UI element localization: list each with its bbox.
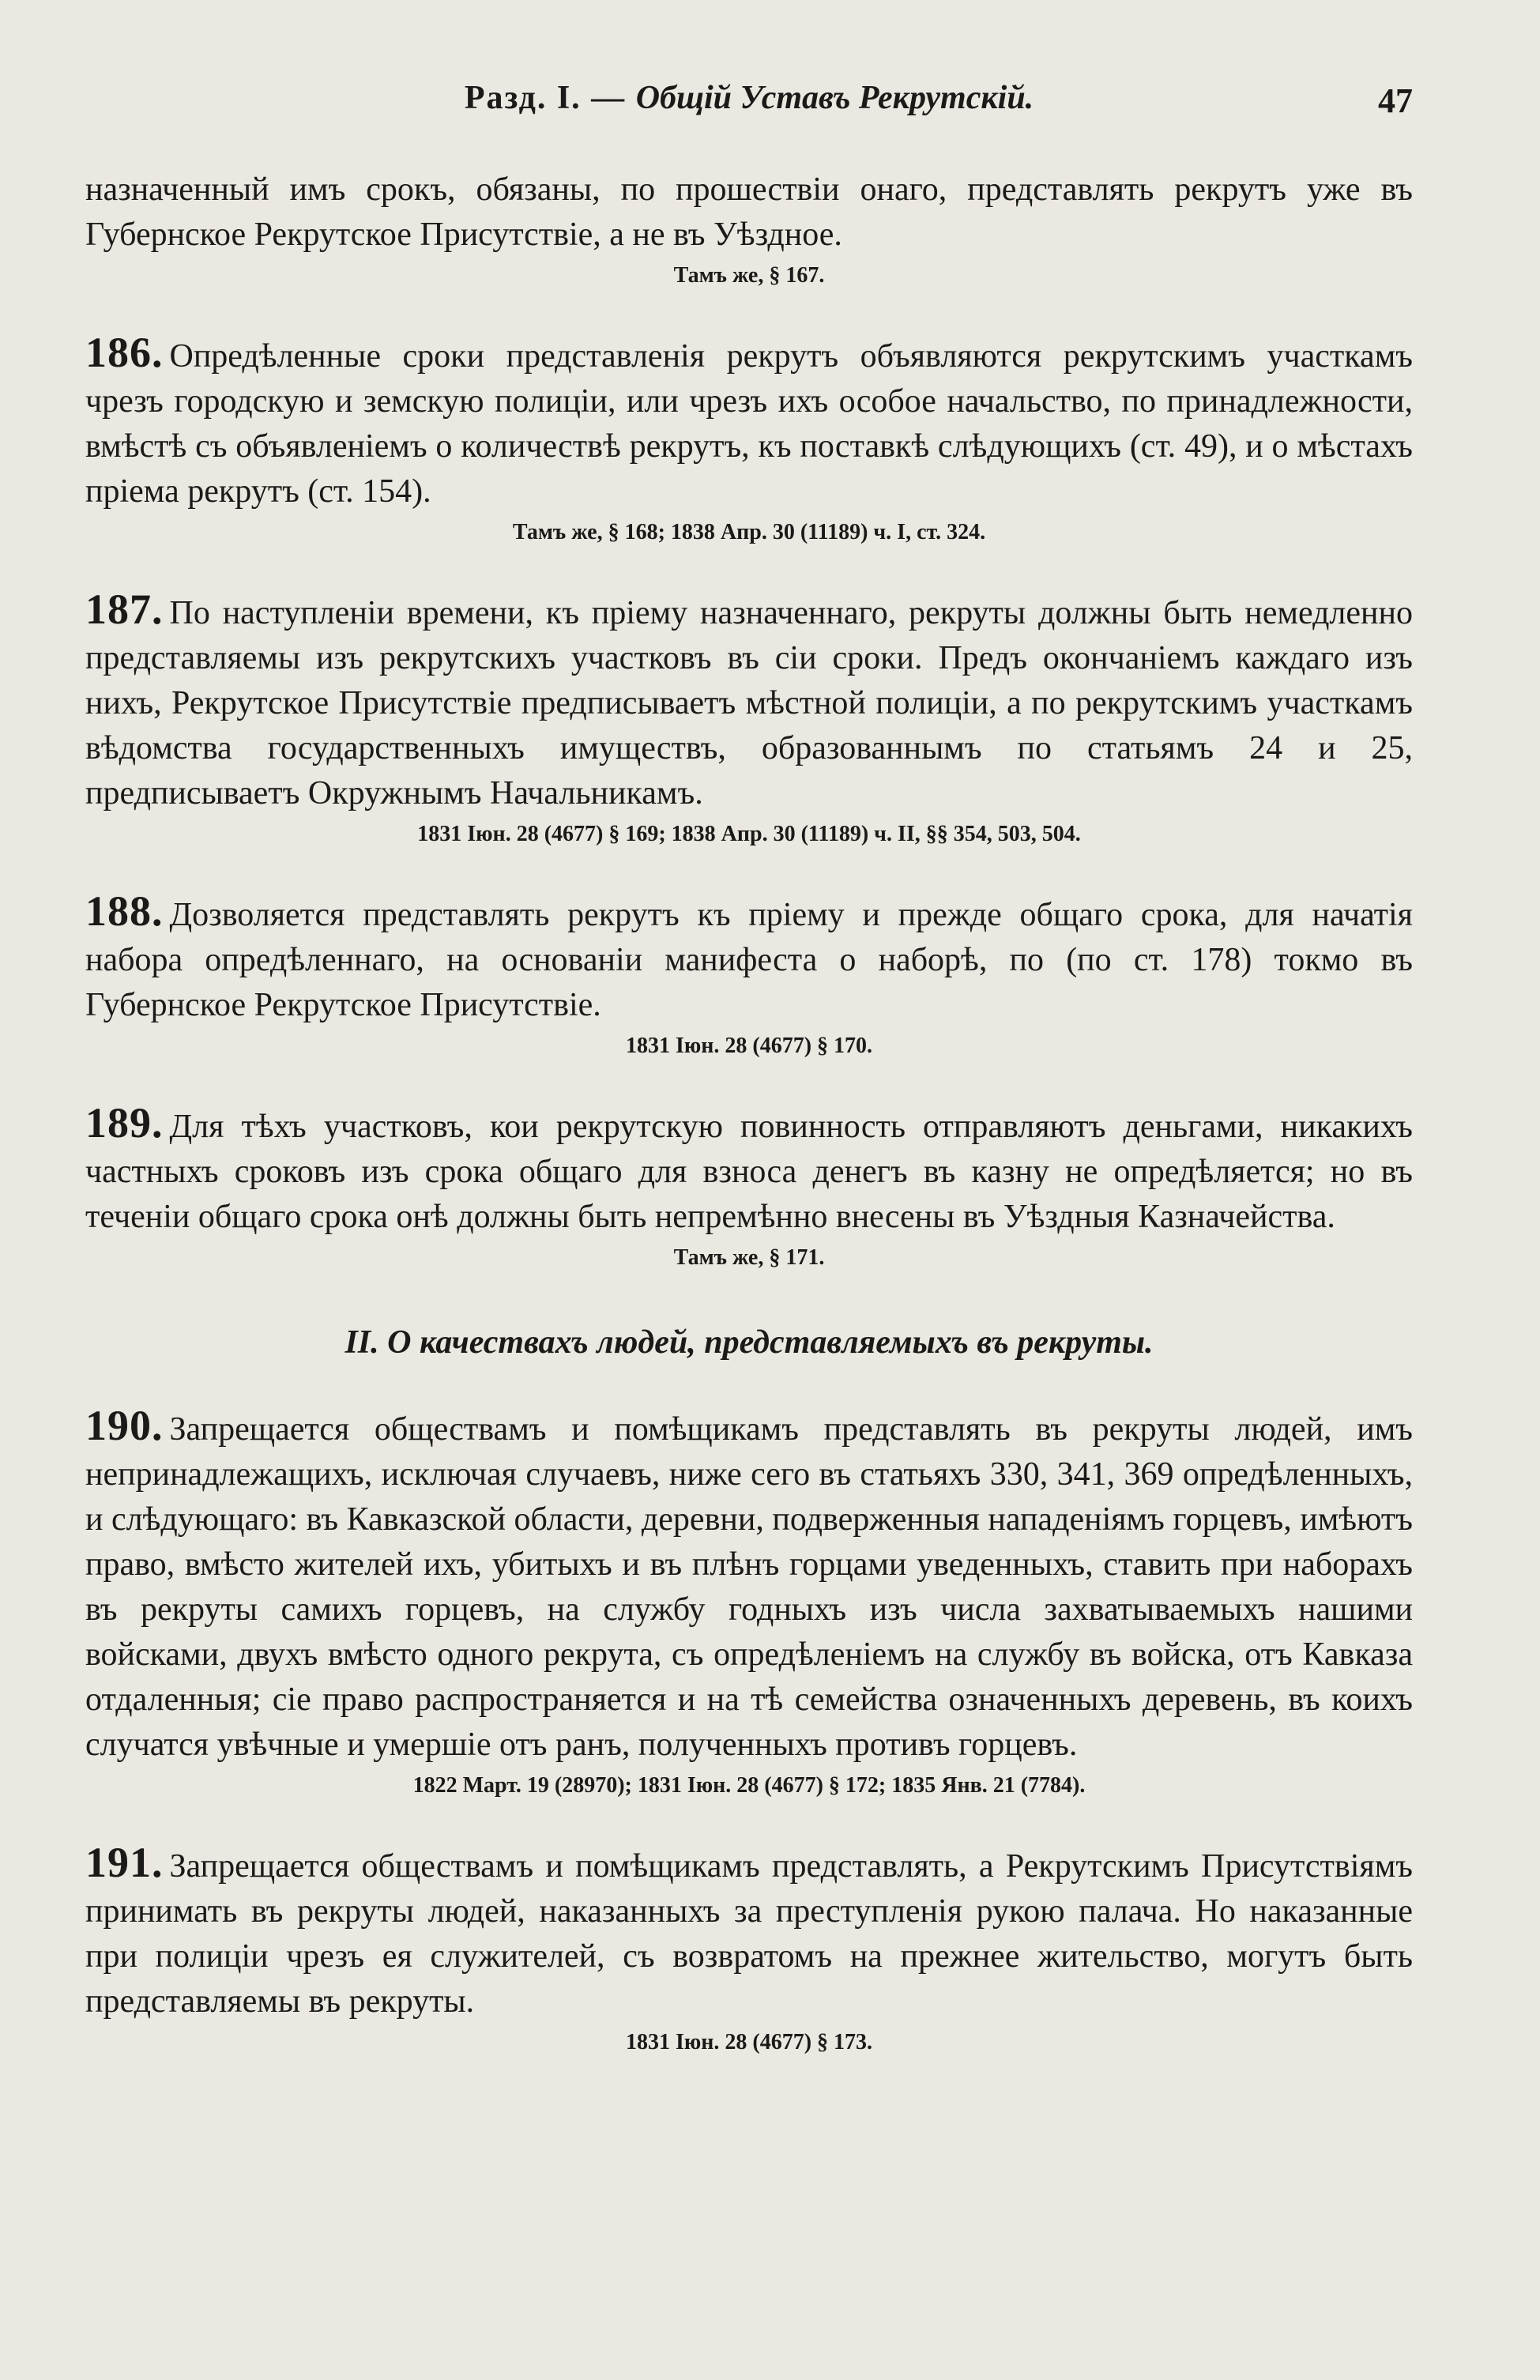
article-text: Дозволяется представлять рекрутъ къ пріему и прежде общаго срока, для начатія набора опредѣленнаго, на основаніи манифеста о наборѣ, по (по ст. 178) токмо въ Губернское Рекрутское Присутствіе.: [85, 897, 1413, 1023]
page-body: [85, 168, 1413, 2059]
section-heading: II. О качествахъ людей, представляемыхъ въ рекруты.: [345, 1324, 1154, 1361]
article-source: 1831 Іюн. 28 (4677) § 169; 1838 Апр. 30 (11189) ч. II, §§ 354, 503, 504.: [417, 822, 1081, 846]
article-text: Запрещается обществамъ и помѣщикамъ представлять, а Рекрутскимъ Присутствіямъ принимать въ рекруты людей, наказанныхъ за преступленія рукою палача. Но наказанные при полиціи чрезъ ея служителей, съ возвратомъ на прежнее жительство, могутъ быть представляемы въ рекруты.: [85, 1848, 1413, 2020]
article-190: [85, 1403, 1413, 1802]
article-189: [85, 1101, 1413, 1275]
article-186: [85, 330, 1413, 549]
article-number: 186.: [85, 329, 164, 376]
article-number: 189.: [85, 1099, 164, 1147]
article-188: [85, 889, 1413, 1063]
page-number: 47: [1378, 81, 1413, 120]
article-source: Тамъ же, § 171.: [673, 1245, 825, 1270]
article-text: Опредѣленные сроки представленія рекрутъ объявляются рекрутскимъ участкамъ чрезъ городскую и земскую полиціи, или чрезъ ихъ особое начальство, по принадлежности, вмѣстѣ съ объявленіемъ о количествѣ рекрутъ, къ поставкѣ слѣдующихъ (ст. 49), и о мѣстахъ пріема рекрутъ (ст. 154).: [85, 338, 1413, 510]
continued-article: [85, 168, 1413, 292]
article-text: По наступленіи времени, къ пріему назначеннаго, рекруты должны быть немедленно представляемы изъ рекрутскихъ участковъ въ сіи сроки. Предъ окончаніемъ каждаго изъ нихъ, Рекрутское Присутствіе предписываетъ мѣстной полиціи, а по рекрутскимъ участкамъ вѣдомства государственныхъ имуществъ, образованнымъ по статьямъ 24 и 25, предписываетъ Окружнымъ Начальникамъ.: [85, 595, 1413, 812]
article-text: назначенный имъ срокъ, обязаны, по прошествіи онаго, представлять рекрутъ уже въ Губернское Рекрутское Присутствіе, а не въ Уѣздное.: [85, 171, 1413, 253]
article-source: 1822 Март. 19 (28970); 1831 Іюн. 28 (4677) § 172; 1835 Янв. 21 (7784).: [412, 1773, 1086, 1798]
statute-title: Общій Уставъ Рекрутскій.: [635, 80, 1034, 116]
section-label: Разд. I. —: [464, 80, 627, 116]
article-source: 1831 Іюн. 28 (4677) § 170.: [625, 1034, 873, 1058]
article-text: Для тѣхъ участковъ, кои рекрутскую повинность отправляютъ деньгами, никакихъ частныхъ сроковъ изъ срока общаго для взноса денегъ въ казну не опредѣляется; но въ теченіи общаго срока онѣ должны быть непремѣнно внесены въ Уѣздныя Казначейства.: [85, 1109, 1413, 1235]
article-text: Запрещается обществамъ и помѣщикамъ представлять въ рекруты людей, имъ непринадлежащихъ, исключая случаевъ, ниже сего въ статьяхъ 330, 341, 369 опредѣленныхъ, и слѣдующаго: въ Кавказской области, деревни, подверженныя нападеніямъ горцевъ, имѣютъ право, вмѣсто жителей ихъ, убитыхъ и въ плѣнъ горцами уведенныхъ, ставить при наборахъ въ рекруты самихъ горцевъ, на службу годныхъ изъ числа захватываемыхъ нашими войсками, двухъ вмѣсто одного рекрута, съ опредѣленіемъ на службу въ войска, отъ Кавказа отдаленныя; сіе право распространяется и на тѣ семейства означенныхъ деревень, въ коихъ случатся увѣчные и умершіе отъ ранъ, полученныхъ противъ горцевъ.: [85, 1411, 1413, 1763]
article-source: Тамъ же, § 168; 1838 Апр. 30 (11189) ч. I, ст. 324.: [512, 520, 986, 544]
article-191: [85, 1840, 1413, 2059]
article-number: 191.: [85, 1839, 164, 1886]
running-title: [85, 79, 1413, 117]
article-number: 190.: [85, 1402, 164, 1449]
article-source: 1831 Іюн. 28 (4677) § 173.: [625, 2030, 873, 2054]
book-page: [85, 0, 1413, 2380]
article-source: Тамъ же, § 167.: [673, 263, 825, 288]
article-number: 188.: [85, 887, 164, 935]
running-head: [85, 79, 1413, 134]
article-187: [85, 587, 1413, 851]
article-number: 187.: [85, 586, 164, 633]
